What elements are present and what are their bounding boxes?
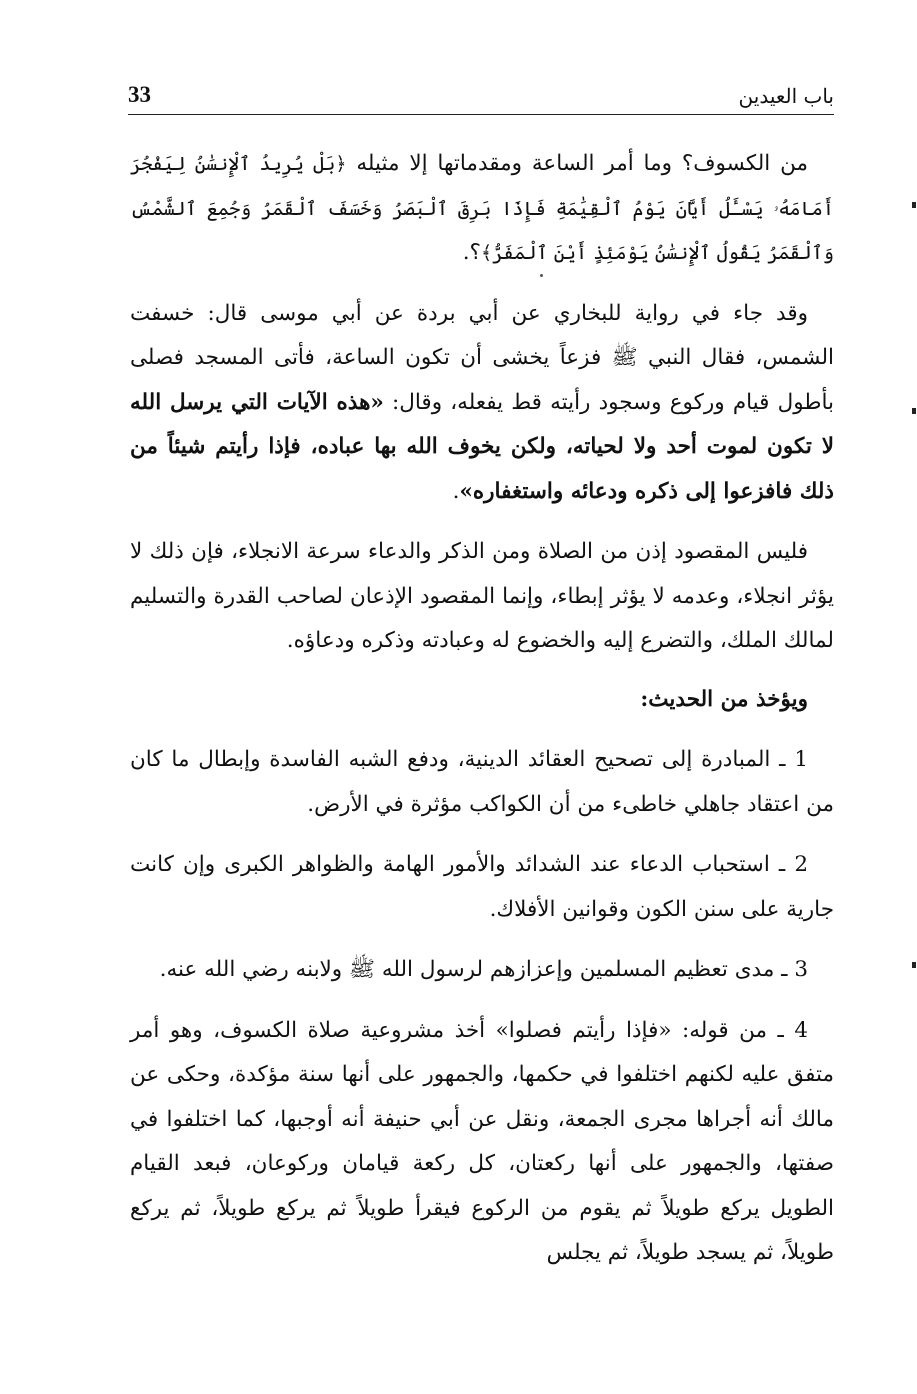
page-number: 33 (128, 82, 151, 107)
hadith-quote: «هذه الآيات التي يرسل الله لا تكون لموت أحد ولا لحياته، ولكن يخوف الله بها عباده، فإذا رأيتم شيئاً من ذلك فافزعوا إلى ذكره ودعائه واستغفاره» (130, 389, 834, 504)
margin-mark (912, 962, 916, 968)
margin-mark (912, 408, 916, 414)
point-1: 1 ـ المبادرة إلى تصحيح العقائد الدينية، ودفع الشبه الفاسدة وإبطال ما كان من اعتقاد جاهلي خاطىء من أن الكواكب مؤثرة في الأرض. (130, 747, 834, 817)
point-2: 2 ـ استحباب الدعاء عند الشدائد والأمور الهامة والظواهر الكبرى وإن كانت جارية على سنن الكون وقوانين الأفلاك. (130, 852, 834, 922)
hadith-narration: وقد جاء في رواية للبخاري عن أبي بردة عن أبي موسى قال: خسفت الشمس، فقال النبي ﷺ فزعاً يخشى أن تكون الساعة، فأتى المسجد فصلى بأطول قيام وركوع وسجود رأيته قط يفعله، وقال: (130, 300, 834, 415)
paragraph-tail: ؟. (462, 240, 481, 265)
point-4: 4 ـ من قوله: «فإذا رأيتم فصلوا» أخذ مشروعية صلاة الكسوف، وهو أمر متفق عليه لكنهم اختلفوا في حكمها، والجمهور على أنها سنة مؤكدة، وحكى عن مالك أنه أجراها مجرى الجمعة، ونقل عن أبي حنيفة أنه أوجبها، كما اختلفوا في صفتها، والجمهور على أنها ركعتان، كل ركعة قيامان وركوعان، فبعد القيام الطويل يركع طويلاً ثم يقوم من الركوع فيقرأ طويلاً ثم يركع طويلاً، ثم يركع طويلاً، ثم يسجد طويلاً، ثم يجلس (130, 1017, 835, 1265)
section-heading: ويؤخذ من الحديث: (640, 686, 808, 712)
paragraph-explanation: فليس المقصود إذن من الصلاة ومن الذكر والدعاء سرعة الانجلاء، فإن ذلك لا يؤثر انجلاء، وعدمه لا يؤثر إبطاء، وإنما المقصود الإذعان لصاحب القدرة والتسليم لمالك الملك، والتضرع إليه والخضوع له وعبادته وذكره ودعاؤه. (130, 539, 834, 653)
paragraph-hadith (130, 292, 834, 515)
quran-verse: ﴿بَلْ يُرِيدُ ٱلْإِنسَٰنُ لِيَفْجُرَ أَمَامَهُۥ يَسْـَٔلُ أَيَّانَ يَوْمُ ٱلْقِيَٰمَةِ فَإِذَا بَرِقَ ٱلْبَصَرُ وَخَسَفَ ٱلْقَمَرُ وَجُمِعَ ٱلشَّمْسُ وَٱلْقَمَرُ يَقُولُ ٱلْإِنسَٰنُ يَوْمَئِذٍ أَيْنَ ٱلْمَفَرُّ﴾ (130, 153, 834, 264)
page-body (130, 142, 834, 1276)
paragraph-quran-intro (130, 142, 834, 276)
paragraph-lead: من الكسوف؟ وما أمر الساعة ومقدماتها إلا مثيله (346, 151, 808, 176)
page-header (128, 78, 834, 115)
print-speck (540, 274, 543, 277)
margin-mark (912, 202, 916, 208)
point-3: 3 ـ مدى تعظيم المسلمين وإعزازهم لرسول الله ﷺ ولابنه رضي الله عنه. (159, 957, 808, 982)
paragraph-tail: . (452, 478, 460, 504)
running-title: باب العيدين (738, 84, 834, 108)
